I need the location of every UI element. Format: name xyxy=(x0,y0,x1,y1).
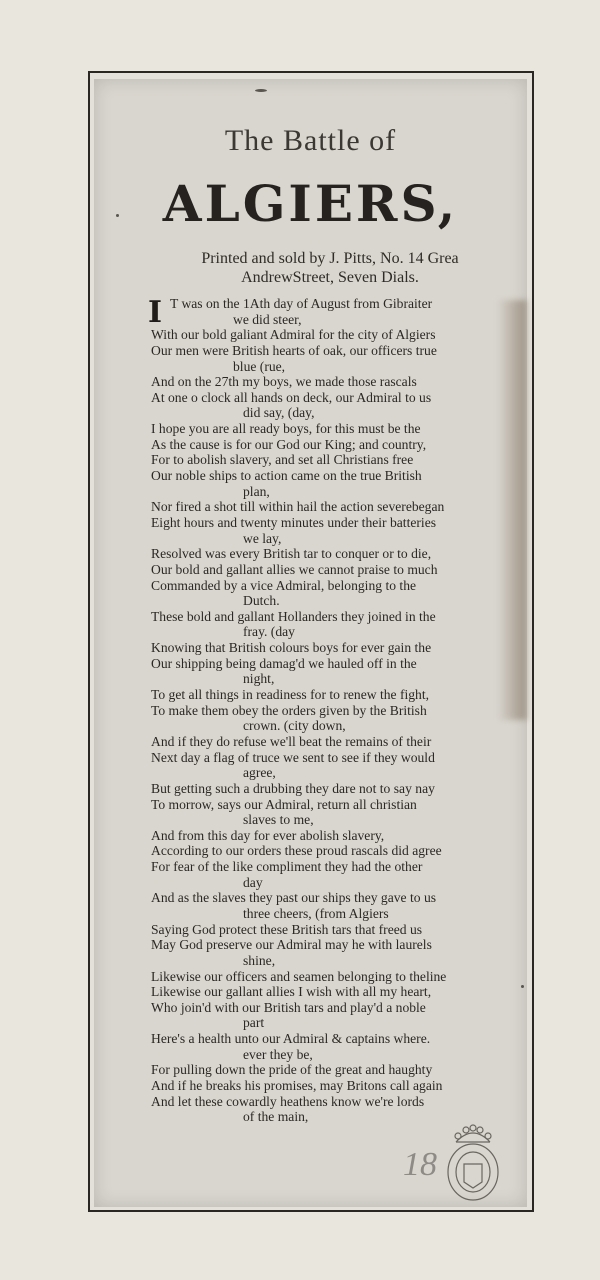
verse-line: But getting such a drubbing they dare not to say nay xyxy=(151,780,435,796)
verse-line: As the cause is for our God our King; and country, xyxy=(151,436,427,452)
library-stamp-icon xyxy=(444,1120,502,1206)
verse-line: agree, xyxy=(243,765,276,781)
drop-cap: I xyxy=(148,295,163,330)
verse-line: To morrow, says our Admiral, return all christian xyxy=(151,796,417,812)
verse-line: plan, xyxy=(243,483,270,499)
verse-line: Resolved was every British tar to conquer or to die, xyxy=(151,546,432,562)
verse-line: Likewise our officers and seamen belonging to theline xyxy=(151,968,447,984)
verse-line: we lay, xyxy=(243,530,282,546)
verse-line: I hope you are all ready boys, for this must be the xyxy=(151,421,421,437)
verse-line: And as the slaves they past our ships they gave to us xyxy=(151,890,437,906)
verse-line: To make them obey the orders given by the British xyxy=(151,702,427,718)
imprint-line: Printed and sold by J. Pitts, No. 14 Grea xyxy=(201,250,459,267)
verse-line: For pulling down the pride of the great and haughty xyxy=(151,1062,433,1078)
verse-body xyxy=(151,296,509,1125)
verse-line: At one o clock all hands on deck, our Admiral to us xyxy=(151,389,432,405)
verse-line: And if he breaks his promises, may Britons call again xyxy=(151,1078,443,1094)
imprint xyxy=(150,249,510,287)
verse-line: shine, xyxy=(243,952,276,968)
verse-line: Commanded by a vice Admiral, belonging to the xyxy=(151,577,417,593)
verse-line: Likewise our gallant allies I wish with all my heart, xyxy=(151,984,432,1000)
ink-speck xyxy=(255,89,267,92)
verse-line: For to abolish slavery, and set all Christians free xyxy=(151,452,414,468)
verse-line: ever they be, xyxy=(243,1046,313,1062)
pencil-mark: 18 xyxy=(403,1146,437,1183)
verse-line: we did steer, xyxy=(233,311,302,327)
verse-line: To get all things in readiness for to renew the fight, xyxy=(151,687,430,703)
verse-line: did say, (day, xyxy=(243,405,315,421)
verse-line: Nor fired a shot till within hail the action severebegan xyxy=(151,499,445,515)
verse-line: of the main, xyxy=(243,1109,309,1125)
verse-line: According to our orders these proud rascals did agree xyxy=(151,843,442,859)
verse-line: part xyxy=(243,1015,265,1031)
verse-line: With our bold galiant Admiral for the city of Algiers xyxy=(151,327,436,343)
verse-line: Our men were British hearts of oak, our officers true xyxy=(151,342,437,358)
verse-line: And from this day for ever abolish slavery, xyxy=(151,827,385,843)
verse-line: Knowing that British colours boys for ever gain the xyxy=(151,640,432,656)
verse-line: Next day a flag of truce we sent to see if they would xyxy=(151,749,435,765)
verse-line: Dutch. xyxy=(243,593,280,609)
verse-line: For fear of the like compliment they had the other xyxy=(151,859,423,875)
verse-line: These bold and gallant Hollanders they joined in the xyxy=(151,608,436,624)
verse-line: Our bold and gallant allies we cannot praise to much xyxy=(151,561,438,577)
verse-line: Eight hours and twenty minutes under their batteries xyxy=(151,514,437,530)
title-small: The Battle of xyxy=(224,124,397,157)
ink-speck xyxy=(521,985,524,988)
verse-line: Here's a health unto our Admiral & captains where. xyxy=(151,1031,431,1047)
verse-line: Our shipping being damag'd we hauled off in the xyxy=(151,655,417,671)
verse-line: night, xyxy=(243,671,275,687)
verse-line: And on the 27th my boys, we made those rascals xyxy=(151,374,417,390)
verse-line: T was on the 1Ath day of August from Gibraiter xyxy=(170,296,433,311)
verse-line: Who join'd with our British tars and play'd a noble xyxy=(151,999,426,1015)
imprint-line: AndrewStreet, Seven Dials. xyxy=(241,269,419,286)
verse-line: slaves to me, xyxy=(243,812,314,828)
verse-line: May God preserve our Admiral may he with laurels xyxy=(151,937,432,953)
verse-line: fray. (day xyxy=(243,624,295,640)
verse-line: And if they do refuse we'll beat the remains of their xyxy=(151,733,432,749)
verse-line: blue (rue, xyxy=(233,358,286,374)
verse-line: crown. (city down, xyxy=(243,718,346,734)
verse-line: three cheers, (from Algiers xyxy=(243,905,389,921)
verse-line: Our noble ships to action came on the true British xyxy=(151,468,422,484)
verse-line: And let these cowardly heathens know we're lords xyxy=(151,1093,425,1109)
verse-line: Saying God protect these British tars that freed us xyxy=(151,921,423,937)
verse-line: day xyxy=(243,874,263,890)
title-big: ALGIERS, xyxy=(162,174,459,233)
